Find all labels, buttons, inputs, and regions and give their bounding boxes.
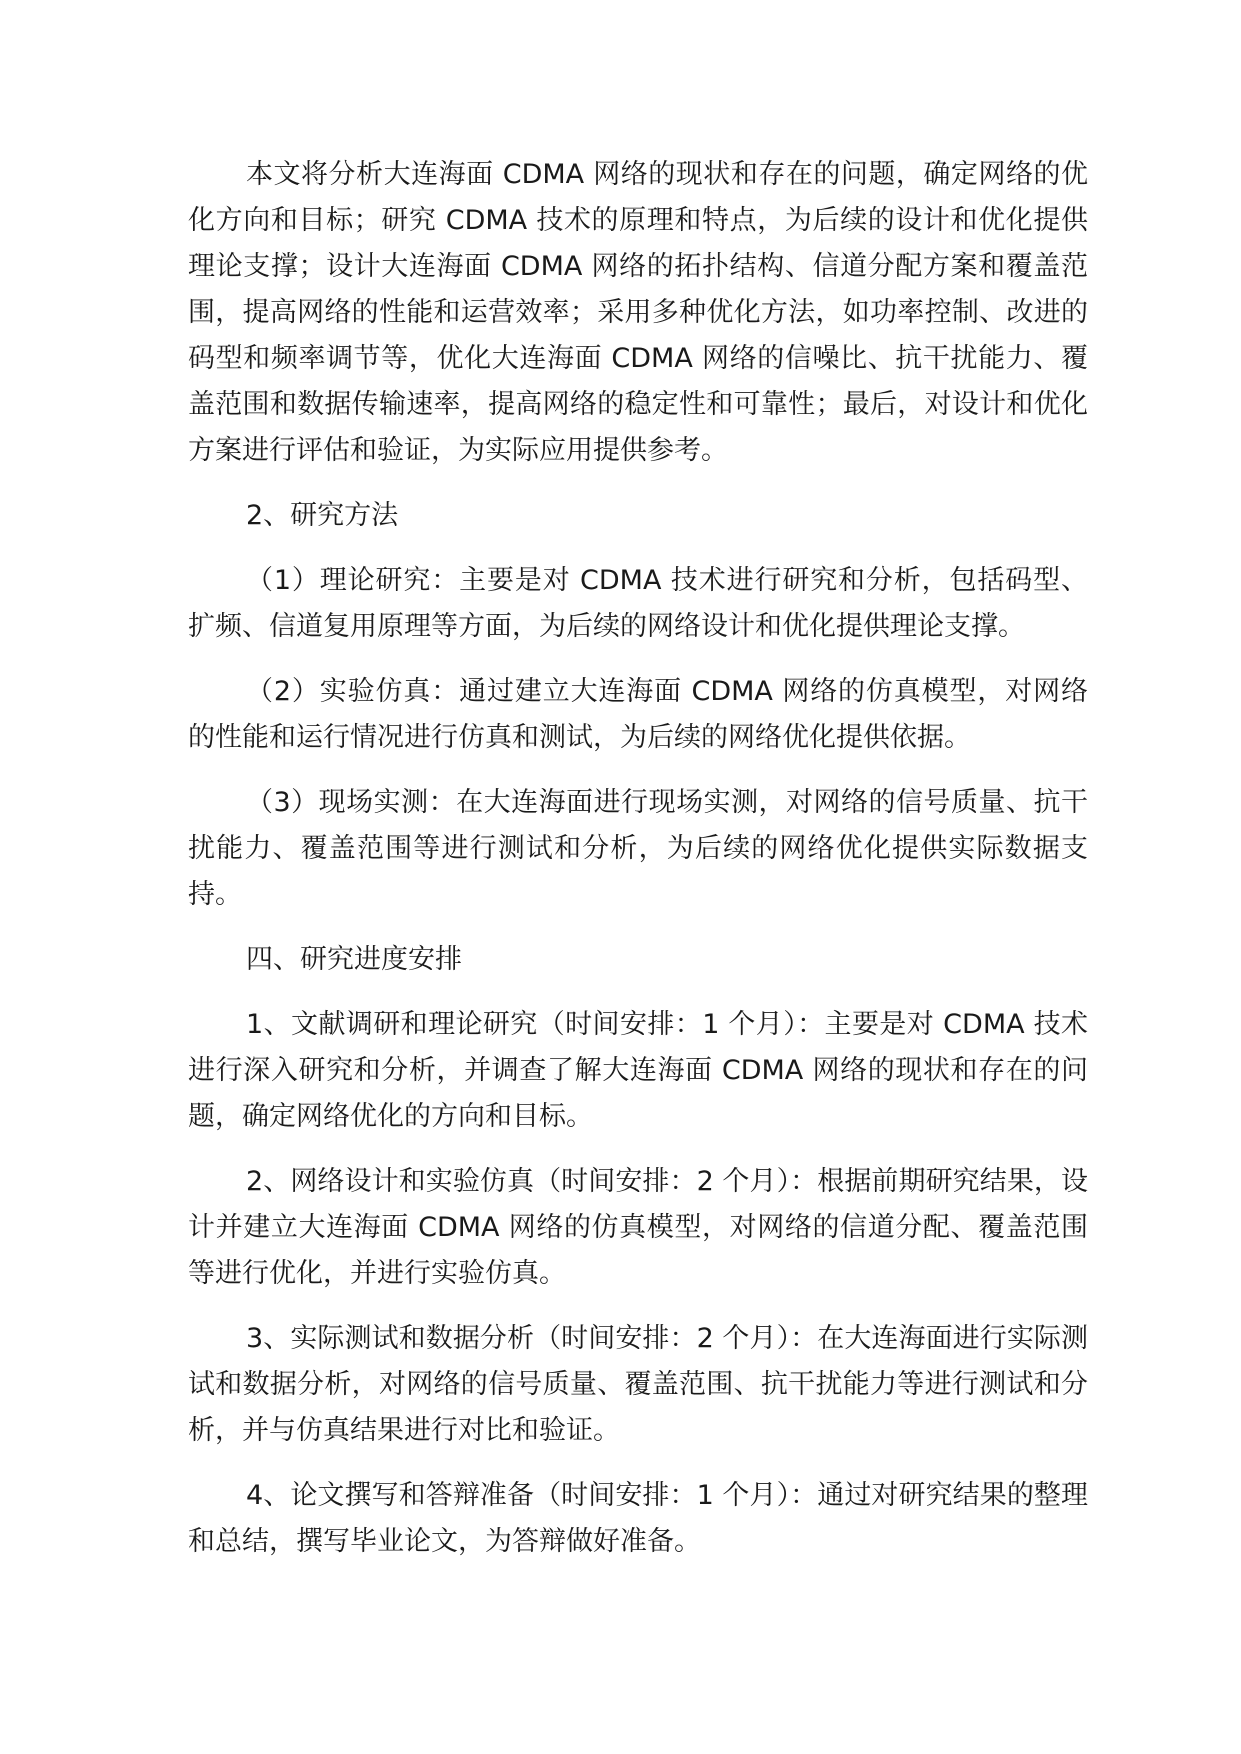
document-body bbox=[188, 152, 1088, 1584]
heading-research-schedule: 四、研究进度安排 bbox=[246, 944, 462, 975]
paragraph-objectives: 本文将分析大连海面 CDMA 网络的现状和存在的问题，确定网络的优化方向和目标；研究 CDMA 技术的原理和特点，为后续的设计和优化提供理论支撑；设计大连海面 CDMA 网络的拓扑结构、信道分配方案和覆盖范围，提高网络的性能和运营效率；采用多种优化方法，如功率控制、改进的码型和频率调节等，优化大连海面 CDMA 网络的信噪比、抗干扰能力、覆盖范围和数据传输速率，提高网络的稳定性和可靠性；最后，对设计和优化方案进行评估和验证，为实际应用提供参考。 bbox=[188, 159, 1088, 466]
paragraph-experimental-simulation: （2）实验仿真：通过建立大连海面 CDMA 网络的仿真模型，对网络的性能和运行情况进行仿真和测试，为后续的网络优化提供依据。 bbox=[188, 676, 1088, 753]
paragraph-schedule-step-1: 1、文献调研和理论研究（时间安排：1 个月）：主要是对 CDMA 技术进行深入研究和分析，并调查了解大连海面 CDMA 网络的现状和存在的问题，确定网络优化的方向和目标。 bbox=[188, 1009, 1088, 1132]
heading-research-methods: 2、研究方法 bbox=[246, 500, 399, 531]
paragraph-schedule-step-3: 3、实际测试和数据分析（时间安排：2 个月）：在大连海面进行实际测试和数据分析，对网络的信号质量、覆盖范围、抗干扰能力等进行测试和分析，并与仿真结果进行对比和验证。 bbox=[188, 1323, 1088, 1446]
paragraph-theoretical-research: （1）理论研究：主要是对 CDMA 技术进行研究和分析，包括码型、扩频、信道复用原理等方面，为后续的网络设计和优化提供理论支撑。 bbox=[188, 565, 1088, 642]
paragraph-schedule-step-4: 4、论文撰写和答辩准备（时间安排：1 个月）：通过对研究结果的整理和总结，撰写毕业论文，为答辩做好准备。 bbox=[188, 1480, 1088, 1557]
paragraph-field-measurement: （3）现场实测：在大连海面进行现场实测，对网络的信号质量、抗干扰能力、覆盖范围等进行测试和分析，为后续的网络优化提供实际数据支持。 bbox=[188, 787, 1088, 910]
paragraph-schedule-step-2: 2、网络设计和实验仿真（时间安排：2 个月）：根据前期研究结果，设计并建立大连海面 CDMA 网络的仿真模型，对网络的信道分配、覆盖范围等进行优化，并进行实验仿真。 bbox=[188, 1166, 1088, 1289]
